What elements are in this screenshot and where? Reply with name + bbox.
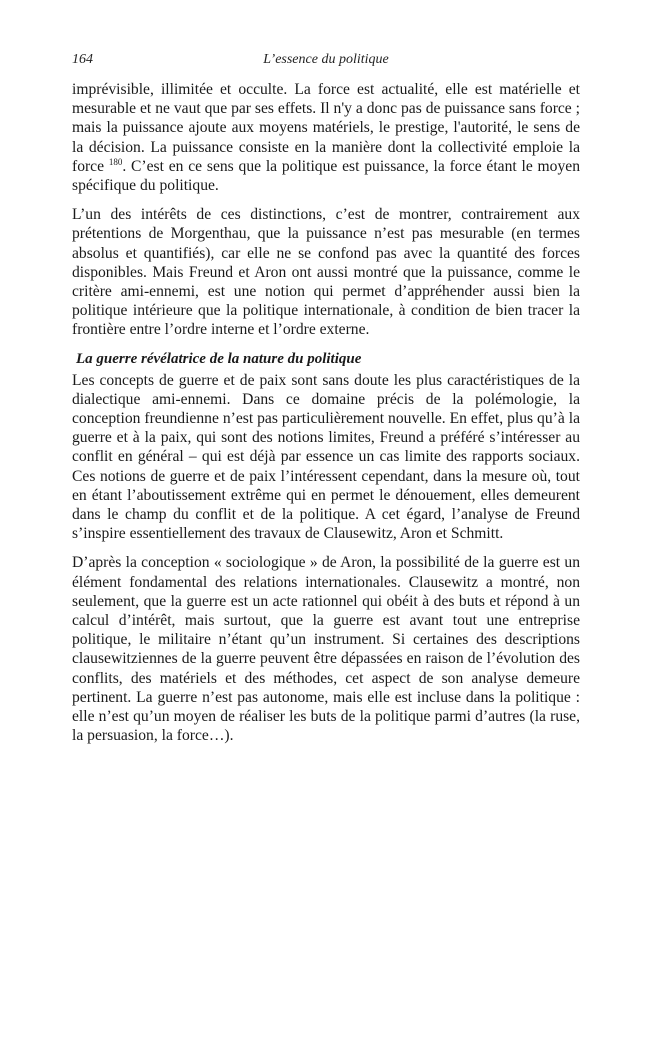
paragraph-1-text-cont: . C’est en ce sens que la politique est puissance, la force étant le moyen spécifique du politique. <box>72 157 580 195</box>
page-number: 164 <box>72 52 93 67</box>
running-title: L’essence du politique <box>263 52 389 67</box>
paragraph-1 <box>72 80 580 195</box>
paragraph-2: L’un des intérêts de ces distinctions, c’est de montrer, contrairement aux prétentions de Morgenthau, que la puissance n’est pas mesurable (en termes absolus et quantifiés), car elle ne se confond pas avec la quantité des forces disponibles. Mais Freund et Aron ont aussi montré que la puissance, comme le critère ami-ennemi, est une notion qui permet d’appréhender aussi bien la politique intérieure que la politique internationale, à condition de bien tracer la frontière entre l’ordre interne et l’ordre externe. <box>72 206 580 339</box>
paragraph-4: D’après la conception « sociologique » de Aron, la possibilité de la guerre est un élément fondamental des relations internationales. Clausewitz a montré, non seulement, que la guerre est un acte rationnel qui obéit à des buts et répond à un calcul d’intérêt, mais surtout, que la guerre est avant tout une entreprise politique, le militaire n’étant qu’un instrument. Si certaines des descriptions clausewitziennes de la guerre peuvent être dépassées en raison de l’évolution des conflits, des matériels et des méthodes, cet aspect de son analyse demeure pertinent. La guerre n’est pas autonome, mais elle est incluse dans la politique : elle n’est qu’un moyen de réaliser les buts de la politique parmi d’autres (la ruse, la persuasion, la force…). <box>72 554 580 745</box>
document-page <box>72 52 580 756</box>
footnote-reference[interactable]: 180 <box>108 156 123 167</box>
section-heading: La guerre révélatrice de la nature du politique <box>76 350 362 367</box>
paragraph-3: Les concepts de guerre et de paix sont sans doute les plus caractéristiques de la dialectique ami-ennemi. Dans ce domaine précis de la polémologie, la conception freundienne n’est pas particulièrement nouvelle. En effet, plus qu’à la guerre et à la paix, qui sont des notions limites, Freund a préféré s’intéresser au conflit en général – qui est déjà par essence un cas limite des rapports sociaux. Ces notions de guerre et de paix l’intéressent cependant, dans la mesure où, tout en étant l’aboutissement extrême qui en permet le dénouement, elles demeurent dans le champ du conflit et de la politique. A cet égard, l’analyse de Freund s’inspire essentiellement des travaux de Clausewitz, Aron et Schmitt. <box>72 371 580 543</box>
running-header <box>72 52 580 72</box>
body-text <box>72 80 580 746</box>
paragraph-1-text: imprévisible, illimitée et occulte. La force est actualité, elle est matérielle et mesurable et ne vaut que par ses effets. Il n'y a donc pas de puissance sans force ; mais la puissance ajoute aux moyens matériels, le prestige, l'autorité, le sens de la décision. La puissance consiste en la manière dont la collectivité emploie la force <box>72 81 580 175</box>
